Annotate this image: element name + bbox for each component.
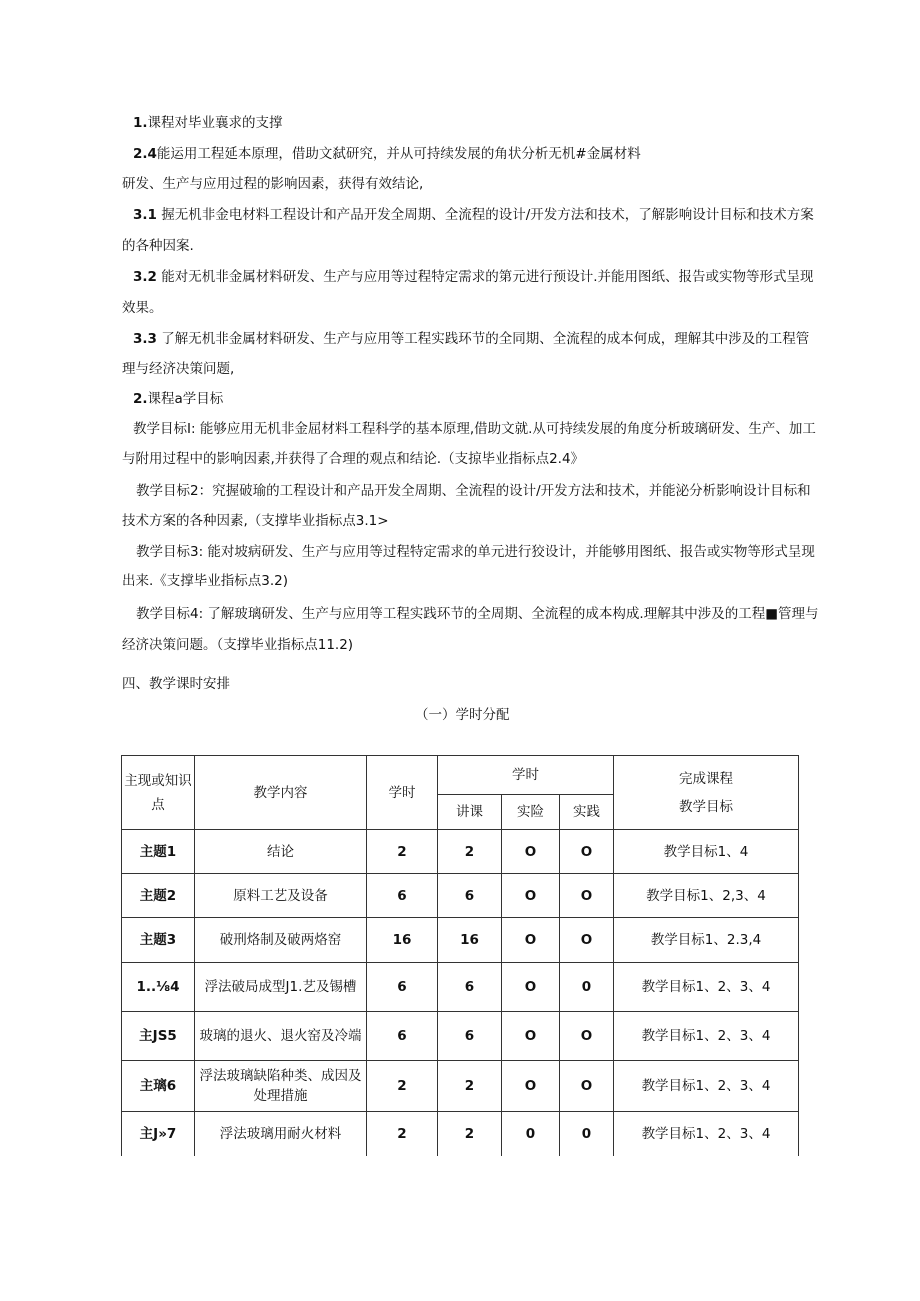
cell-practice: O [560,918,614,963]
text-line-content: 效果。 [122,300,163,316]
text-line-content: 出来.《支撑毕业指标点3.2) [122,573,289,589]
cell-lecture: 6 [438,963,502,1012]
text-line [136,482,811,500]
text-line [133,145,641,163]
table-row [122,1112,799,1156]
cell-hours: 6 [367,1012,438,1061]
table-row [122,963,799,1012]
text-line [133,206,814,224]
text-line-content: 教学目标2：究握破瑜的工程设计和产品开发全周期、全流程的设计/开发方法和技术，并能泌分析影响设计目标和 [136,483,811,499]
table-row [122,1012,799,1061]
header-experiment: 实险 [502,795,560,830]
header-goals-line2: 教学目标 [679,798,733,815]
text-line-content: 教学目标I: 能够应用无机非金屈材料工程科学的基本原理,借助文就.从可持续发展的角度分析玻璃研发、生产、加工 [133,421,816,437]
text-line [122,360,234,378]
cell-practice: O [560,1012,614,1061]
header-content: 教学内容 [195,756,367,830]
text-line [122,237,194,255]
text-line-number: 3.1 [133,207,157,223]
cell-goals: 教学目标1、2、3、4 [614,1112,799,1156]
cell-practice: O [560,874,614,918]
cell-lecture: 2 [438,830,502,874]
cell-goals: 教学目标1、2、3、4 [614,1061,799,1112]
table-row [122,1061,799,1112]
cell-hours: 6 [367,963,438,1012]
cell-content: 破刑烙制及破两烙窑 [195,918,367,963]
text-line [136,543,815,561]
cell-experiment: O [502,1012,560,1061]
cell-practice: 0 [560,1112,614,1156]
cell-content: 浮法破局成型J1.艺及锡槽 [195,963,367,1012]
header-goals [614,756,799,830]
text-line-number: 2.4 [133,146,157,162]
text-line-content: 技术方案的各种因素,（支撑毕业指标点3.1> [122,513,389,529]
cell-goals: 教学目标1、2,3、4 [614,874,799,918]
text-line [122,512,389,530]
text-line [133,330,809,348]
cell-practice: O [560,830,614,874]
cell-experiment: O [502,1061,560,1112]
header-goals-line1: 完成课程 [679,770,733,787]
cell-lecture: 16 [438,918,502,963]
text-line-content: 的各种因案. [122,238,194,254]
cell-topic: 主璃6 [122,1061,195,1112]
header-topic: 主现或知识点 [122,756,195,830]
text-line-content: 教学目标4: 了解玻璃研发、生产与应用等工程实践环节的全周期、全流程的成本构成.理解其中涉及的工程■管理与 [136,606,819,622]
text-line [133,390,223,408]
cell-goals: 教学目标1、2.3,4 [614,918,799,963]
text-line-number: 1. [133,115,148,131]
text-line-content: （一）学时分配 [415,707,510,723]
cell-topic: 主题1 [122,830,195,874]
text-line [122,450,584,468]
cell-goals: 教学目标1、4 [614,830,799,874]
text-line [122,572,288,590]
hours-allocation-table [121,755,799,1156]
text-line-content: 四、教学课时安排 [122,676,230,692]
cell-lecture: 6 [438,874,502,918]
text-line-content: 经济决策问题。（支撑毕业指标点11.2) [122,637,354,653]
text-line-content: 教学目标3: 能对坡病研发、生产与应用等过程特定需求的单元进行狡设计，并能够用图纸、报告或实物等形式呈现 [136,544,815,560]
cell-content: 浮法玻璃用耐火材料 [195,1112,367,1156]
cell-topic: 主题3 [122,918,195,963]
cell-goals: 教学目标1、2、3、4 [614,1012,799,1061]
text-line [122,675,230,693]
cell-lecture: 2 [438,1112,502,1156]
text-line-number: 3.3 [133,331,157,347]
text-line-number: 2. [133,391,148,407]
cell-topic: 1..⅛4 [122,963,195,1012]
cell-practice: O [560,1061,614,1112]
header-hours-group: 学时 [438,756,614,795]
cell-lecture: 6 [438,1012,502,1061]
text-line [122,175,423,193]
cell-experiment: O [502,874,560,918]
text-line-content: 能对无机非金属材料研发、生产与应用等过程特定需求的第元进行预设计.并能用图纸、报告或实物等形式呈现 [156,269,814,285]
cell-goals: 教学目标1、2、3、4 [614,963,799,1012]
text-line-content: 理与经济决策问题, [122,361,235,377]
text-line-content: 握无机非金电材料工程设计和产品开发全周期、全流程的设计/开发方法和技术，了解影响设计目标和技术方案 [156,207,814,223]
cell-content: 结论 [195,830,367,874]
text-line [415,706,510,724]
table-row [122,874,799,918]
cell-content: 原料工艺及设备 [195,874,367,918]
header-practice: 实践 [560,795,614,830]
cell-topic: 主题2 [122,874,195,918]
cell-content: 玻璃的退火、退火窑及冷端 [195,1012,367,1061]
text-line [122,299,163,317]
text-line [133,268,814,286]
text-line-number: 3.2 [133,269,157,285]
cell-experiment: O [502,830,560,874]
cell-hours: 6 [367,874,438,918]
text-line-content: 课程对毕业襄求的支撑 [147,115,283,131]
cell-experiment: 0 [502,1112,560,1156]
text-line-content: 了解无机非金属材料研发、生产与应用等工程实践环节的全同期、全流程的成本何成，理解其中涉及的工程管 [156,331,810,347]
cell-lecture: 2 [438,1061,502,1112]
header-hours: 学时 [367,756,438,830]
cell-topic: 主J»7 [122,1112,195,1156]
cell-practice: 0 [560,963,614,1012]
text-line [133,114,283,132]
text-line [133,420,816,438]
cell-hours: 2 [367,1112,438,1156]
header-lecture: 讲课 [438,795,502,830]
cell-content: 浮法玻璃缺陷种类、成因及处理措施 [195,1061,367,1112]
text-line-content: 与附用过程中的影响因素,并获得了合理的观点和结论.（支掠毕业指标点2.4》 [122,451,585,467]
cell-experiment: O [502,963,560,1012]
cell-experiment: O [502,918,560,963]
cell-hours: 2 [367,1061,438,1112]
table-row [122,830,799,874]
text-line [136,605,818,623]
text-line [122,636,353,654]
table-row [122,918,799,963]
cell-hours: 2 [367,830,438,874]
cell-hours: 16 [367,918,438,963]
text-line-content: 研发、生产与应用过程的影响因素，获得有效结论, [122,176,424,192]
cell-topic: 主JS5 [122,1012,195,1061]
text-line-content: 能运用工程延本原理，借助文弑研究，并从可持续发展的角状分析无机#金属材料 [156,146,641,162]
text-line-content: 课程a学目标 [147,391,224,407]
